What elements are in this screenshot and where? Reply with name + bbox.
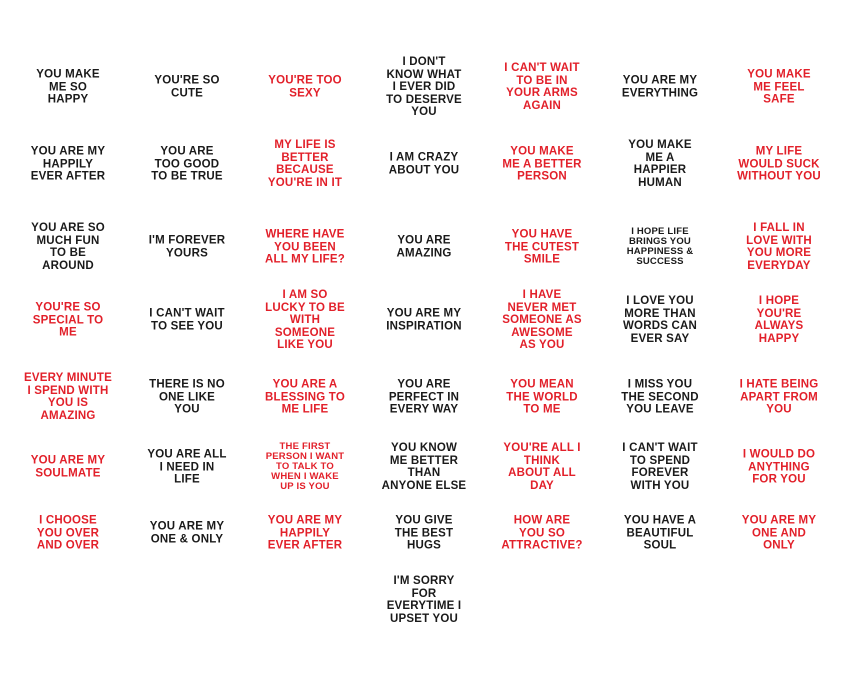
message-text: EVERY MINUTE I SPEND WITH YOU IS AMAZING — [23, 372, 113, 422]
message-text: YOU ARE A BLESSING TO ME LIFE — [265, 378, 345, 416]
message-text: THE FIRST PERSON I WANT TO TALK TO WHEN I WAKE UP IS YOU — [265, 441, 345, 492]
message-text: YOU ARE ALL I NEED IN LIFE — [147, 448, 227, 486]
message-text: I WOULD DO ANYTHING FOR YOU — [742, 448, 816, 486]
message-text: YOU GIVE THE BEST HUGS — [394, 514, 454, 552]
message-text: YOU'RE ALL I THINK ABOUT ALL DAY — [503, 442, 581, 492]
message-text: YOU MAKE ME SO HAPPY — [36, 68, 100, 106]
message-text: YOU ARE MY SOULMATE — [30, 454, 106, 479]
message-text: YOU ARE MY INSPIRATION — [386, 307, 462, 332]
message-text: YOU MAKE ME A HAPPIER HUMAN — [628, 139, 692, 189]
message-text: YOU ARE PERFECT IN EVERY WAY — [388, 378, 460, 416]
message-text: I MISS YOU THE SECOND YOU LEAVE — [621, 378, 699, 416]
message-text: YOU ARE MY ONE AND ONLY — [741, 514, 817, 552]
message-text: YOU MEAN THE WORLD TO ME — [506, 378, 578, 416]
message-text: YOU ARE MY HAPPILY EVER AFTER — [30, 145, 106, 183]
message-text: I CAN'T WAIT TO SEE YOU — [149, 307, 225, 332]
message-text: I HAVE NEVER MET SOMEONE AS AWESOME AS YOU — [502, 288, 582, 351]
message-text: I LOVE YOU MORE THAN WORDS CAN EVER SAY — [623, 295, 697, 345]
message-text: I HOPE LIFE BRINGS YOU HAPPINESS & SUCCESS — [626, 226, 694, 267]
message-text: I AM SO LUCKY TO BE WITH SOMEONE LIKE YOU — [265, 288, 345, 351]
message-text: YOU'RE SO CUTE — [154, 74, 220, 99]
message-text: YOU ARE MY HAPPILY EVER AFTER — [267, 514, 343, 552]
message-text: YOU HAVE A BEAUTIFUL SOUL — [623, 514, 697, 552]
message-text: MY LIFE IS BETTER BECAUSE YOU'RE IN IT — [267, 139, 343, 189]
message-text: I DON'T KNOW WHAT I EVER DID TO DESERVE YOU — [386, 55, 462, 118]
message-text: YOU HAVE THE CUTEST SMILE — [504, 228, 580, 266]
message-text: YOU ARE SO MUCH FUN TO BE AROUND — [31, 222, 105, 272]
message-text: WHERE HAVE YOU BEEN ALL MY LIFE? — [265, 228, 345, 266]
message-text: YOU ARE MY EVERYTHING — [621, 74, 699, 99]
message-text: YOU ARE AMAZING — [396, 234, 452, 259]
message-text: HOW ARE YOU SO ATTRACTIVE? — [501, 514, 583, 552]
message-text: YOU MAKE ME A BETTER PERSON — [502, 145, 582, 183]
message-text: MY LIFE WOULD SUCK WITHOUT YOU — [737, 145, 821, 183]
message-text: I CHOOSE YOU OVER AND OVER — [36, 514, 100, 552]
message-text: I'M SORRY FOR EVERYTIME I UPSET YOU — [386, 575, 462, 625]
message-text: I HATE BEING APART FROM YOU — [739, 378, 819, 416]
message-text: I CAN'T WAIT TO SPEND FOREVER WITH YOU — [622, 442, 698, 492]
message-text: THERE IS NO ONE LIKE YOU — [149, 378, 225, 416]
message-text: I CAN'T WAIT TO BE IN YOUR ARMS AGAIN — [504, 62, 580, 112]
message-text: I FALL IN LOVE WITH YOU MORE EVERYDAY — [746, 222, 812, 272]
message-text: YOU'RE TOO SEXY — [268, 74, 342, 99]
message-text: YOU MAKE ME FEEL SAFE — [747, 68, 811, 106]
message-text: YOU'RE SO SPECIAL TO ME — [32, 301, 104, 339]
message-text: I HOPE YOU'RE ALWAYS HAPPY — [754, 295, 804, 345]
message-text: YOU ARE MY ONE & ONLY — [149, 520, 225, 545]
message-text: I AM CRAZY ABOUT YOU — [388, 151, 460, 176]
message-text: I'M FOREVER YOURS — [148, 234, 226, 259]
message-text: YOU KNOW ME BETTER THAN ANYONE ELSE — [381, 442, 467, 492]
message-text: YOU ARE TOO GOOD TO BE TRUE — [151, 145, 223, 183]
